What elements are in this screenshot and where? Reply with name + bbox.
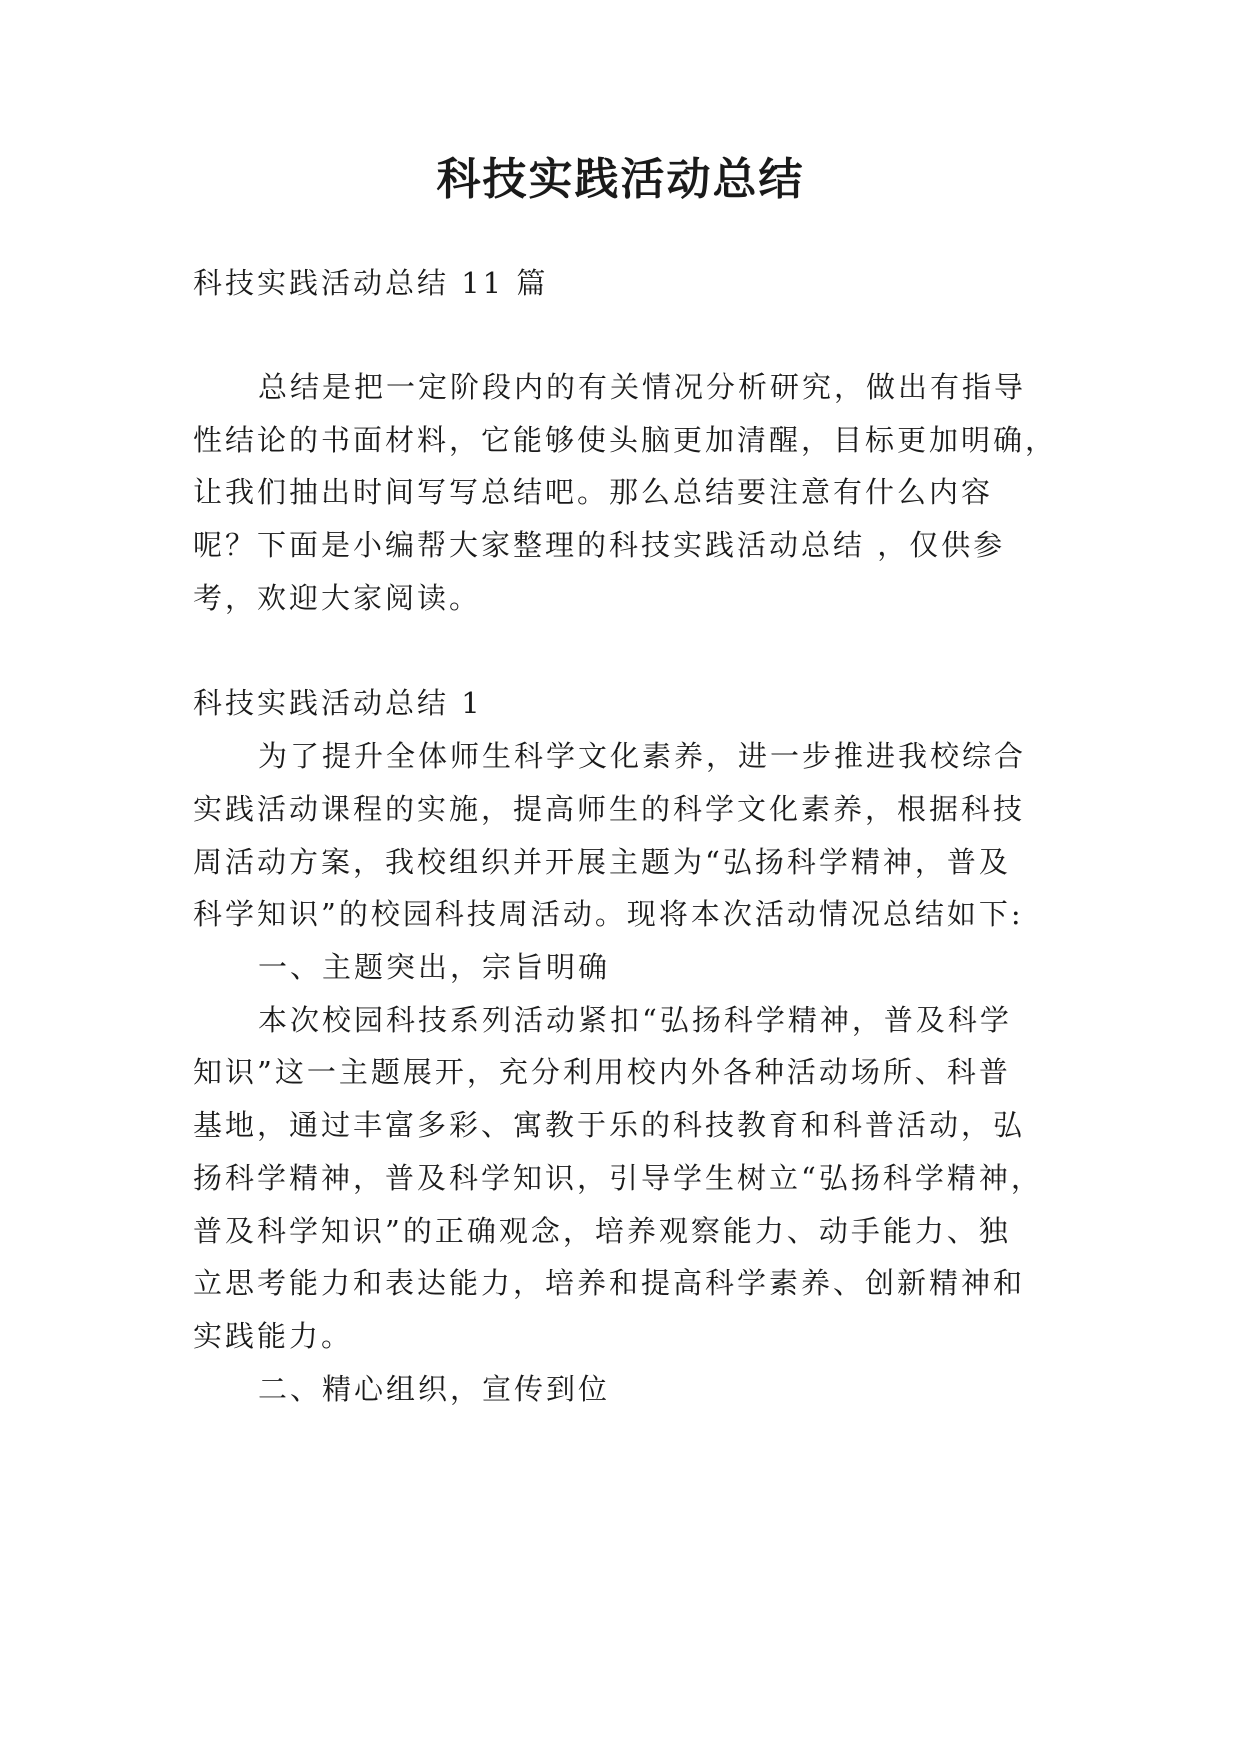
body-line: 普及科学知识”的正确观念，培养观察能力、动手能力、独 (193, 1214, 1011, 1248)
section-heading: 科技实践活动总结 1 (193, 686, 483, 720)
body-line: 基地，通过丰富多彩、寓教于乐的科技教育和科普活动，弘 (193, 1108, 1026, 1142)
body-line: 知识”这一主题展开，充分利用校内外各种活动场所、科普 (193, 1055, 1011, 1089)
intro-line: 呢？下面是小编帮大家整理的科技实践活动总结 ，仅供参 (193, 528, 1006, 562)
intro-line: 总结是把一定阶段内的有关情况分析研究，做出有指导 (258, 370, 1027, 404)
body-line: 本次校园科技系列活动紧扣“弘扬科学精神，普及科学 (258, 1003, 1012, 1037)
body-line: 实践能力。 (193, 1319, 354, 1353)
intro-line: 让我们抽出时间写写总结吧。那么总结要注意有什么内容 (193, 475, 994, 509)
document-title: 科技实践活动总结 (436, 154, 805, 205)
body-line: 实践活动课程的实施，提高师生的科学文化素养，根据科技 (193, 792, 1026, 826)
intro-line: 考，欢迎大家阅读。 (193, 581, 482, 615)
document-subtitle: 科技实践活动总结 11 篇 (193, 266, 549, 300)
body-line: 为了提升全体师生科学文化素养，进一步推进我校综合 (258, 739, 1027, 773)
body-subheading: 二、精心组织，宣传到位 (258, 1372, 611, 1406)
intro-line: 性结论的书面材料，它能够使头脑更加清醒，目标更加明确， (193, 423, 1058, 457)
body-line: 科学知识”的校园科技周活动。现将本次活动情况总结如下: (193, 897, 1024, 931)
body-subheading: 一、主题突出，宗旨明确 (258, 950, 611, 984)
body-line: 周活动方案，我校组织并开展主题为“弘扬科学精神，普及 (193, 845, 1011, 879)
body-line: 扬科学精神，普及科学知识，引导学生树立“弘扬科学精神， (193, 1161, 1043, 1195)
body-line: 立思考能力和表达能力，培养和提高科学素养、创新精神和 (193, 1266, 1026, 1300)
